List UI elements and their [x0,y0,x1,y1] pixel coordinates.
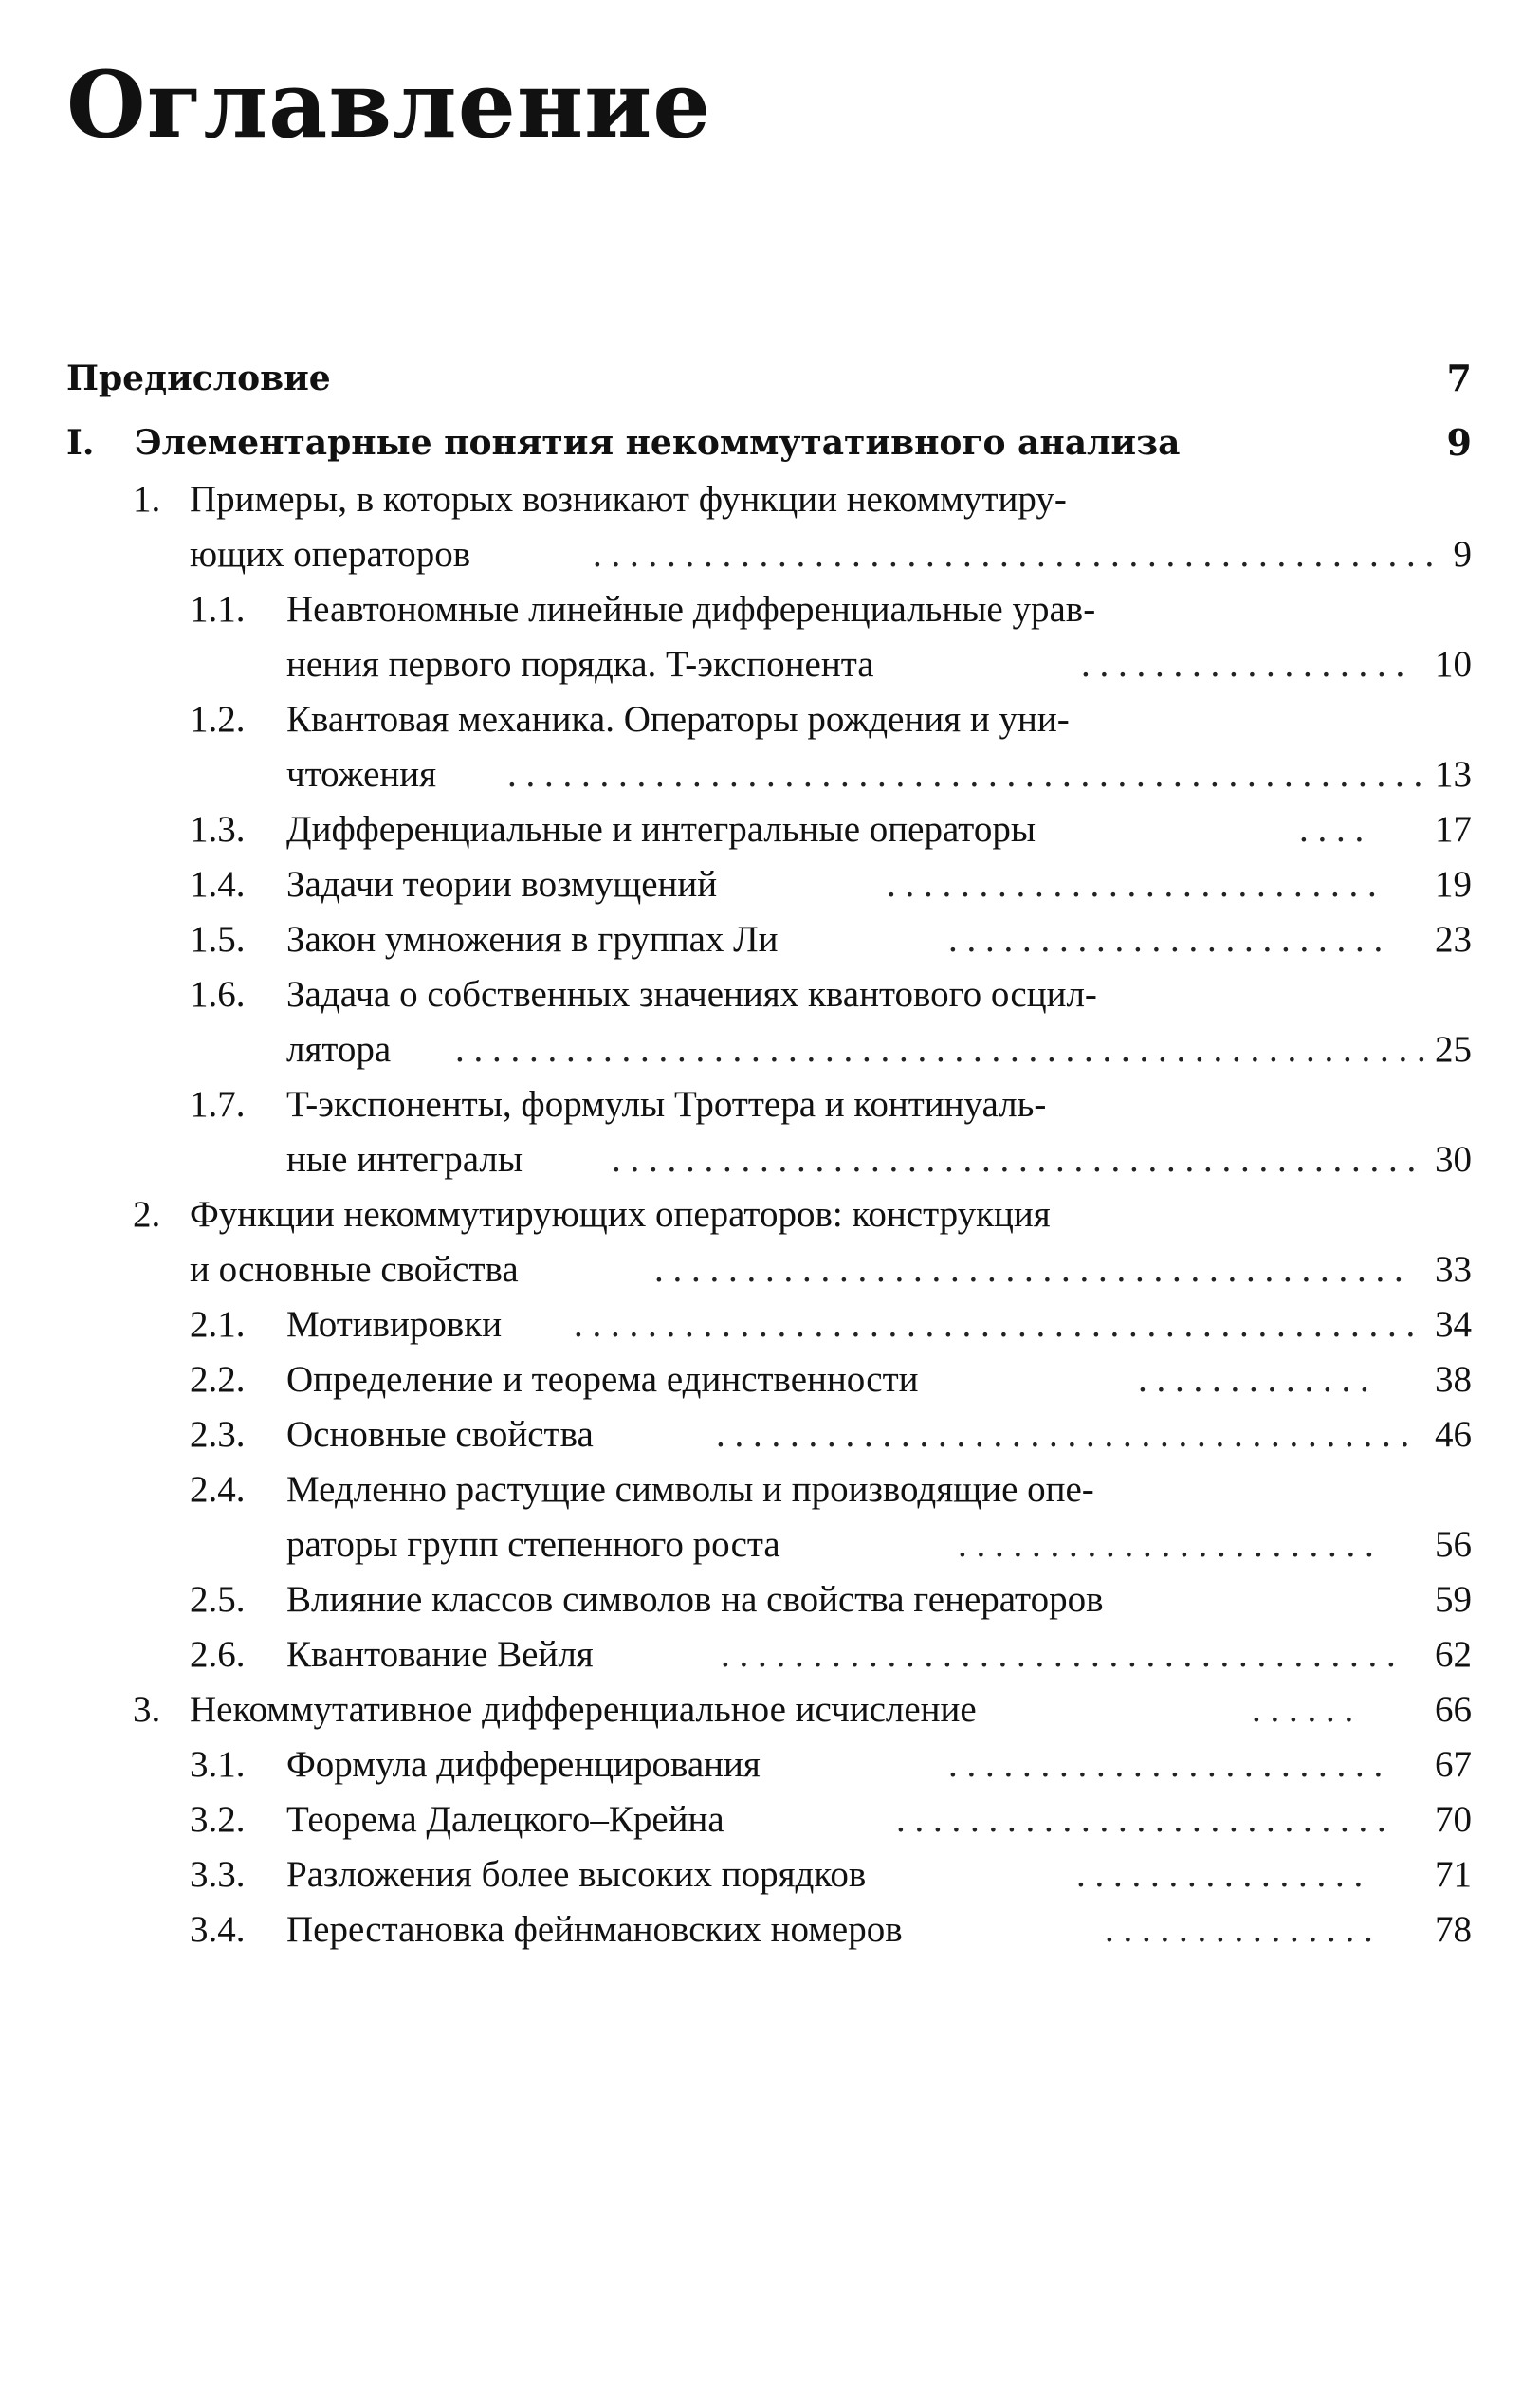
dot-leader: . . . . . . . . . . . . . . . . . . . . . . . . [948,1744,1384,1785]
toc-entry-part-1[interactable] [0,415,1540,470]
toc-page-number: 33 [1435,1249,1472,1290]
toc-entry-continuation[interactable] [0,1022,1540,1077]
toc-page-number: 13 [1435,754,1472,795]
toc-entry-number: 3.4. [190,1909,246,1950]
toc-entry-number: 2.2. [190,1359,246,1400]
toc-entry-text: Некоммутативное дифференциальное исчисление [190,1689,977,1730]
toc-page-number: 71 [1435,1854,1472,1895]
toc-entry-number: 2.4. [190,1469,246,1510]
dot-leader: . . . . . . [1252,1689,1354,1730]
dot-leader: . . . . . . . . . . . . . . . [1105,1909,1373,1950]
toc-entry-number: 2. [133,1194,161,1235]
toc-entry-section-1-5[interactable] [0,912,1540,967]
toc-page-number: 25 [1435,1029,1472,1070]
toc-entry-text: Дифференциальные и интегральные операторы [286,809,1036,850]
toc-page-number: 67 [1435,1744,1472,1785]
toc-entry-number: 2.5. [190,1579,246,1620]
toc-entry-number: 1.2. [190,699,246,740]
toc-entry-number: 3.2. [190,1799,246,1840]
toc-entry-preface[interactable] [0,351,1540,406]
toc-entry-text: Задачи теории возмущений [286,864,718,905]
toc-entry-number: 2.6. [190,1634,246,1675]
toc-entry-text: Перестановка фейнмановских номеров [286,1909,903,1950]
toc-entry-continuation[interactable] [0,637,1540,692]
toc-entry-section-1-6[interactable] [0,967,1540,1022]
toc-entry-section-1-4[interactable] [0,857,1540,912]
dot-leader: . . . . . . . . . . . . . . . . . . . . . . . . . . . . . . . . . . . . . . . . . . . . . . [574,1304,1416,1345]
toc-entry-chapter-3[interactable] [0,1682,1540,1737]
toc-entry-text: Медленно растущие символы и производящие опе- [286,1469,1094,1510]
toc-entry-section-1-3[interactable] [0,802,1540,857]
toc-entry-text: Квантование Вейля [286,1634,594,1675]
toc-entry-section-3-2[interactable] [0,1792,1540,1847]
toc-entry-section-2-3[interactable] [0,1407,1540,1462]
toc-entry-text: ные интегралы [286,1139,523,1180]
toc-page-number: 62 [1435,1634,1472,1675]
toc-entry-continuation[interactable] [0,1132,1540,1187]
toc-entry-text: Разложения более высоких порядков [286,1854,867,1895]
toc-entry-number: 1. [133,479,161,520]
dot-leader: . . . . . . . . . . . . . . . . . . . . . . . . . . . [896,1799,1386,1840]
toc-page-number: 46 [1435,1414,1472,1455]
toc-page-number: 17 [1435,809,1472,850]
toc-page-number: 70 [1435,1799,1472,1840]
toc-entry-continuation[interactable] [0,1242,1540,1297]
toc-entry-text: Мотивировки [286,1304,503,1345]
dot-leader: . . . . . . . . . . . . . . . . [1076,1854,1364,1895]
toc-entry-number: 2.3. [190,1414,246,1455]
toc-entry-text: Элементарные понятия некоммутативного анализа [135,423,1181,463]
dot-leader: . . . . . . . . . . . . . [1138,1359,1369,1400]
toc-page-number: 38 [1435,1359,1472,1400]
toc-entry-text: раторы групп степенного роста [286,1524,780,1565]
dot-leader: . . . . . . . . . . . . . . . . . . . . . . . . . . . [887,864,1377,905]
toc-entry-text: лятора [286,1029,392,1070]
toc-entry-text: Определение и теорема единственности [286,1359,919,1400]
toc-entry-number: 1.1. [190,589,246,630]
dot-leader: . . . . . . . . . . . . . . . . . . . . . . . . . . . . . . . . . . . . . [721,1634,1396,1675]
dot-leader: . . . . . . . . . . . . . . . . . . . . . . . . . . . . . . . . . . . . . . . . . . . . . . [593,534,1435,575]
dot-leader: . . . . . . . . . . . . . . . . . . . . . . . . . . . . . . . . . . . . . . . . . . . . . . . . . . . . . [455,1029,1426,1070]
toc-entry-text: T-экспоненты, формулы Троттера и континуаль- [286,1084,1047,1125]
toc-entry-number: 1.7. [190,1084,246,1125]
toc-entry-chapter-1[interactable] [0,472,1540,527]
toc-entry-continuation[interactable] [0,1517,1540,1572]
dot-leader: . . . . [1299,809,1365,850]
toc-page-number: 59 [1435,1579,1472,1620]
toc-entry-text: Основные свойства [286,1414,594,1455]
toc-entry-section-2-2[interactable] [0,1352,1540,1407]
toc-page-number: 56 [1435,1524,1472,1565]
toc-entry-continuation[interactable] [0,527,1540,582]
toc-entry-section-3-1[interactable] [0,1737,1540,1792]
toc-entry-number: 1.5. [190,919,246,960]
dot-leader: . . . . . . . . . . . . . . . . . . [1081,644,1405,685]
toc-entry-number: 2.1. [190,1304,246,1345]
toc-entry-number: 1.3. [190,809,246,850]
toc-page-number: 10 [1435,644,1472,685]
dot-leader: . . . . . . . . . . . . . . . . . . . . . . . . . . . . . . . . . . . . . . . . . . . . [612,1139,1417,1180]
toc-page-number: 9 [1446,421,1472,464]
toc-entry-number: 1.6. [190,974,246,1015]
toc-entry-section-3-4[interactable] [0,1902,1540,1957]
dot-leader: . . . . . . . . . . . . . . . . . . . . . . . . . . . . . . . . . . . . . . . . . . . . . . . . . . [507,754,1423,795]
toc-entry-section-1-2[interactable] [0,692,1540,747]
toc-page-number: 19 [1435,864,1472,905]
toc-entry-section-2-5[interactable] [0,1572,1540,1627]
page-title: Оглавление [66,51,712,158]
dot-leader: . . . . . . . . . . . . . . . . . . . . . . . . . . . . . . . . . . . . . . [716,1414,1410,1455]
dot-leader: . . . . . . . . . . . . . . . . . . . . . . . [958,1524,1374,1565]
toc-entry-number: 1.4. [190,864,246,905]
toc-entry-number: I. [66,423,95,463]
toc-page-number: 30 [1435,1139,1472,1180]
toc-entry-text: Формула дифференцирования [286,1744,761,1785]
toc-page-number: 78 [1435,1909,1472,1950]
toc-entry-text: Функции некоммутирующих операторов: конструкция [190,1194,1051,1235]
toc-entry-section-1-1[interactable] [0,582,1540,637]
toc-page-number: 34 [1435,1304,1472,1345]
toc-entry-text: Теорема Далецкого–Крейна [286,1799,724,1840]
toc-entry-text: Квантовая механика. Операторы рождения и уни- [286,699,1070,740]
toc-entry-section-1-7[interactable] [0,1077,1540,1132]
toc-entry-chapter-2[interactable] [0,1187,1540,1242]
toc-entry-text: Неавтономные линейные дифференциальные урав- [286,589,1096,630]
toc-entry-number: 3. [133,1689,161,1730]
toc-entry-text: Предисловие [66,358,331,398]
toc-entry-section-2-6[interactable] [0,1627,1540,1682]
toc-entry-text: Закон умножения в группах Ли [286,919,779,960]
toc-page-number: 66 [1435,1689,1472,1730]
toc-entry-text: Влияние классов символов на свойства генераторов [286,1579,1104,1620]
dot-leader: . . . . . . . . . . . . . . . . . . . . . . . . [948,919,1384,960]
toc-entry-text: и основные свойства [190,1249,519,1290]
dot-leader: . . . . . . . . . . . . . . . . . . . . . . . . . . . . . . . . . . . . . . . . . [654,1249,1403,1290]
toc-entry-text: Примеры, в которых возникают функции некоммутиру- [190,479,1067,520]
toc-page-number: 9 [1453,534,1472,575]
toc-entry-text: ющих операторов [190,534,471,575]
toc-entry-section-2-1[interactable] [0,1297,1540,1352]
toc-entry-number: 3.3. [190,1854,246,1895]
toc-entry-number: 3.1. [190,1744,246,1785]
toc-entry-text: Задача о собственных значениях квантового осцил- [286,974,1097,1015]
toc-page-number: 23 [1435,919,1472,960]
toc-entry-section-2-4[interactable] [0,1462,1540,1517]
toc-entry-text: нения первого порядка. T-экспонента [286,644,874,685]
toc-page-number: 7 [1446,357,1472,399]
toc-entry-continuation[interactable] [0,747,1540,802]
toc-entry-text: чтожения [286,754,437,795]
toc-entry-section-3-3[interactable] [0,1847,1540,1902]
